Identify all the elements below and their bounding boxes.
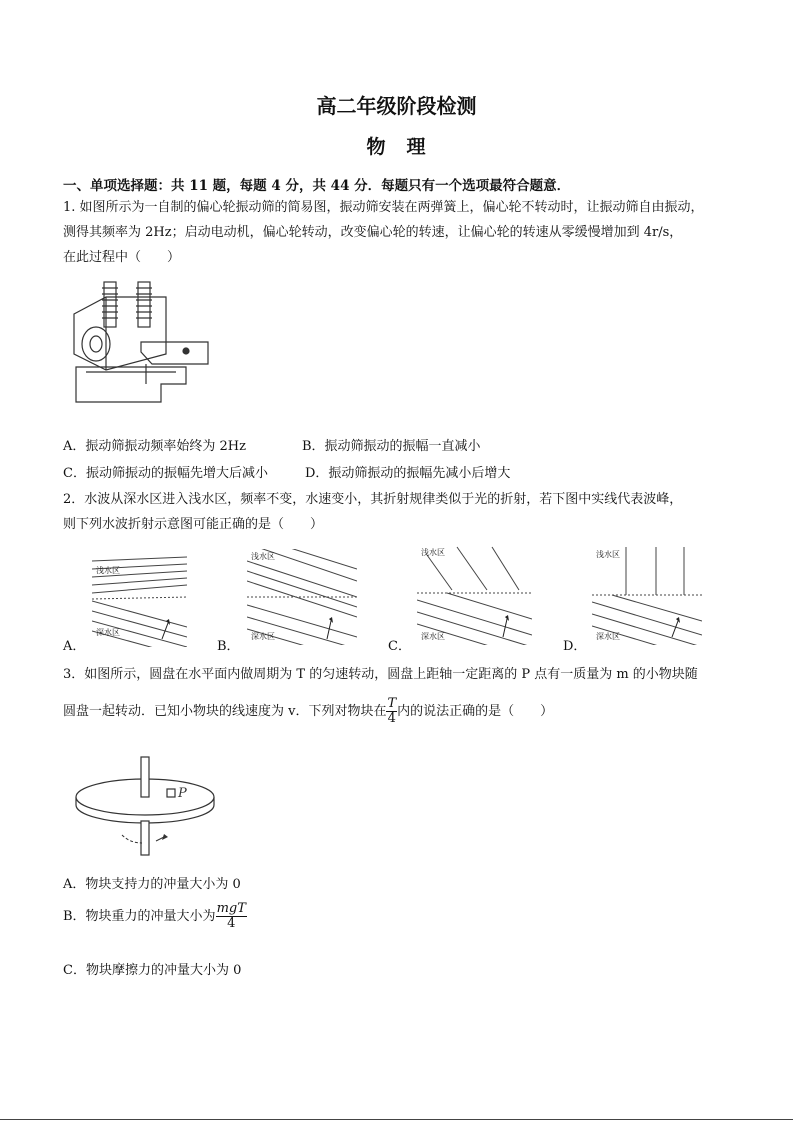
q3-option-c: C．物块摩擦力的冲量大小为 0	[63, 963, 242, 978]
q3-line2-part2: 内的说法正确的是（ ）	[397, 704, 554, 719]
q2-line2: 则下列水波折射示意图可能正确的是（ ）	[63, 517, 324, 532]
shallow-label-a: 浅水区	[96, 566, 120, 575]
fraction-t-over-4	[386, 697, 397, 726]
deep-label-c: 深水区	[421, 632, 445, 641]
q3-line2-part1: 圆盘一起转动．已知小物块的线速度为 v．下列对物块在	[63, 704, 387, 719]
shallow-label-d: 浅水区	[596, 550, 620, 559]
fraction-mgt-over-4	[216, 902, 247, 931]
q1-option-c: C．振动筛振动的振幅先增大后减小	[63, 466, 268, 481]
q2-line1: 2．水波从深水区进入浅水区，频率不变，水速变小，其折射规律类似于光的折射，若下图中实线代表波峰，	[63, 492, 683, 507]
q1-line1: 1. 如图所示为一自制的偏心轮振动筛的简易图，振动筛安装在两弹簧上，偏心轮不转动时，让振动筛自由振动，	[63, 200, 704, 215]
q1-option-d: D．振动筛振动的振幅先减小后增大	[305, 466, 511, 481]
q1-option-a: A．振动筛振动频率始终为 2Hz	[63, 439, 246, 454]
q1-line2: 测得其频率为 2Hz；启动电动机，偏心轮转动，改变偏心轮的转速，让偏心轮的转速从零缓慢增加到 4r/s，	[63, 225, 683, 240]
q1-option-b: B．振动筛振动的振幅一直减小	[302, 439, 481, 454]
q3-line1: 3．如图所示，圆盘在水平面内做周期为 T 的匀速转动，圆盘上距轴一定距离的 P 点有一质量为 m 的小物块随	[63, 667, 698, 682]
shallow-label-b: 浅水区	[251, 552, 275, 561]
wave-figure-a	[92, 555, 187, 647]
point-p-label: P	[178, 786, 187, 801]
q1-line3: 在此过程中（ ）	[63, 250, 181, 265]
page-bottom-divider	[0, 1119, 793, 1120]
page-title: 高二年级阶段检测	[316, 94, 477, 118]
wave-figure-b	[247, 549, 357, 645]
deep-label-b: 深水区	[251, 632, 275, 641]
fraction-denominator: 4	[227, 916, 236, 931]
fraction-numerator: T	[387, 696, 397, 711]
q3-line2	[63, 697, 553, 726]
q2-label-c: C．	[388, 639, 411, 654]
q3-option-b-text: B．物块重力的冲量大小为	[63, 909, 216, 924]
wave-figure-c	[417, 545, 532, 645]
q3-option-a: A．物块支持力的冲量大小为 0	[63, 877, 241, 892]
vibrating-sieve-figure	[66, 272, 226, 412]
deep-label-a: 深水区	[96, 628, 120, 637]
fraction-numerator: mgT	[216, 901, 246, 916]
wave-figure-d	[592, 547, 702, 645]
section-heading: 一、单项选择题：共 11 题，每题 4 分，共 44 分．每题只有一个选项最符合题意．	[63, 178, 571, 194]
q3-option-b	[63, 902, 247, 931]
q2-label-d: D．	[563, 639, 587, 654]
deep-label-d: 深水区	[596, 632, 620, 641]
fraction-denominator: 4	[387, 711, 396, 726]
q2-label-b: B．	[217, 639, 240, 654]
shallow-label-c: 浅水区	[421, 548, 445, 557]
subject-title: 物 理	[366, 136, 427, 158]
rotating-disk-figure	[70, 755, 220, 860]
q2-label-a: A．	[63, 639, 86, 654]
